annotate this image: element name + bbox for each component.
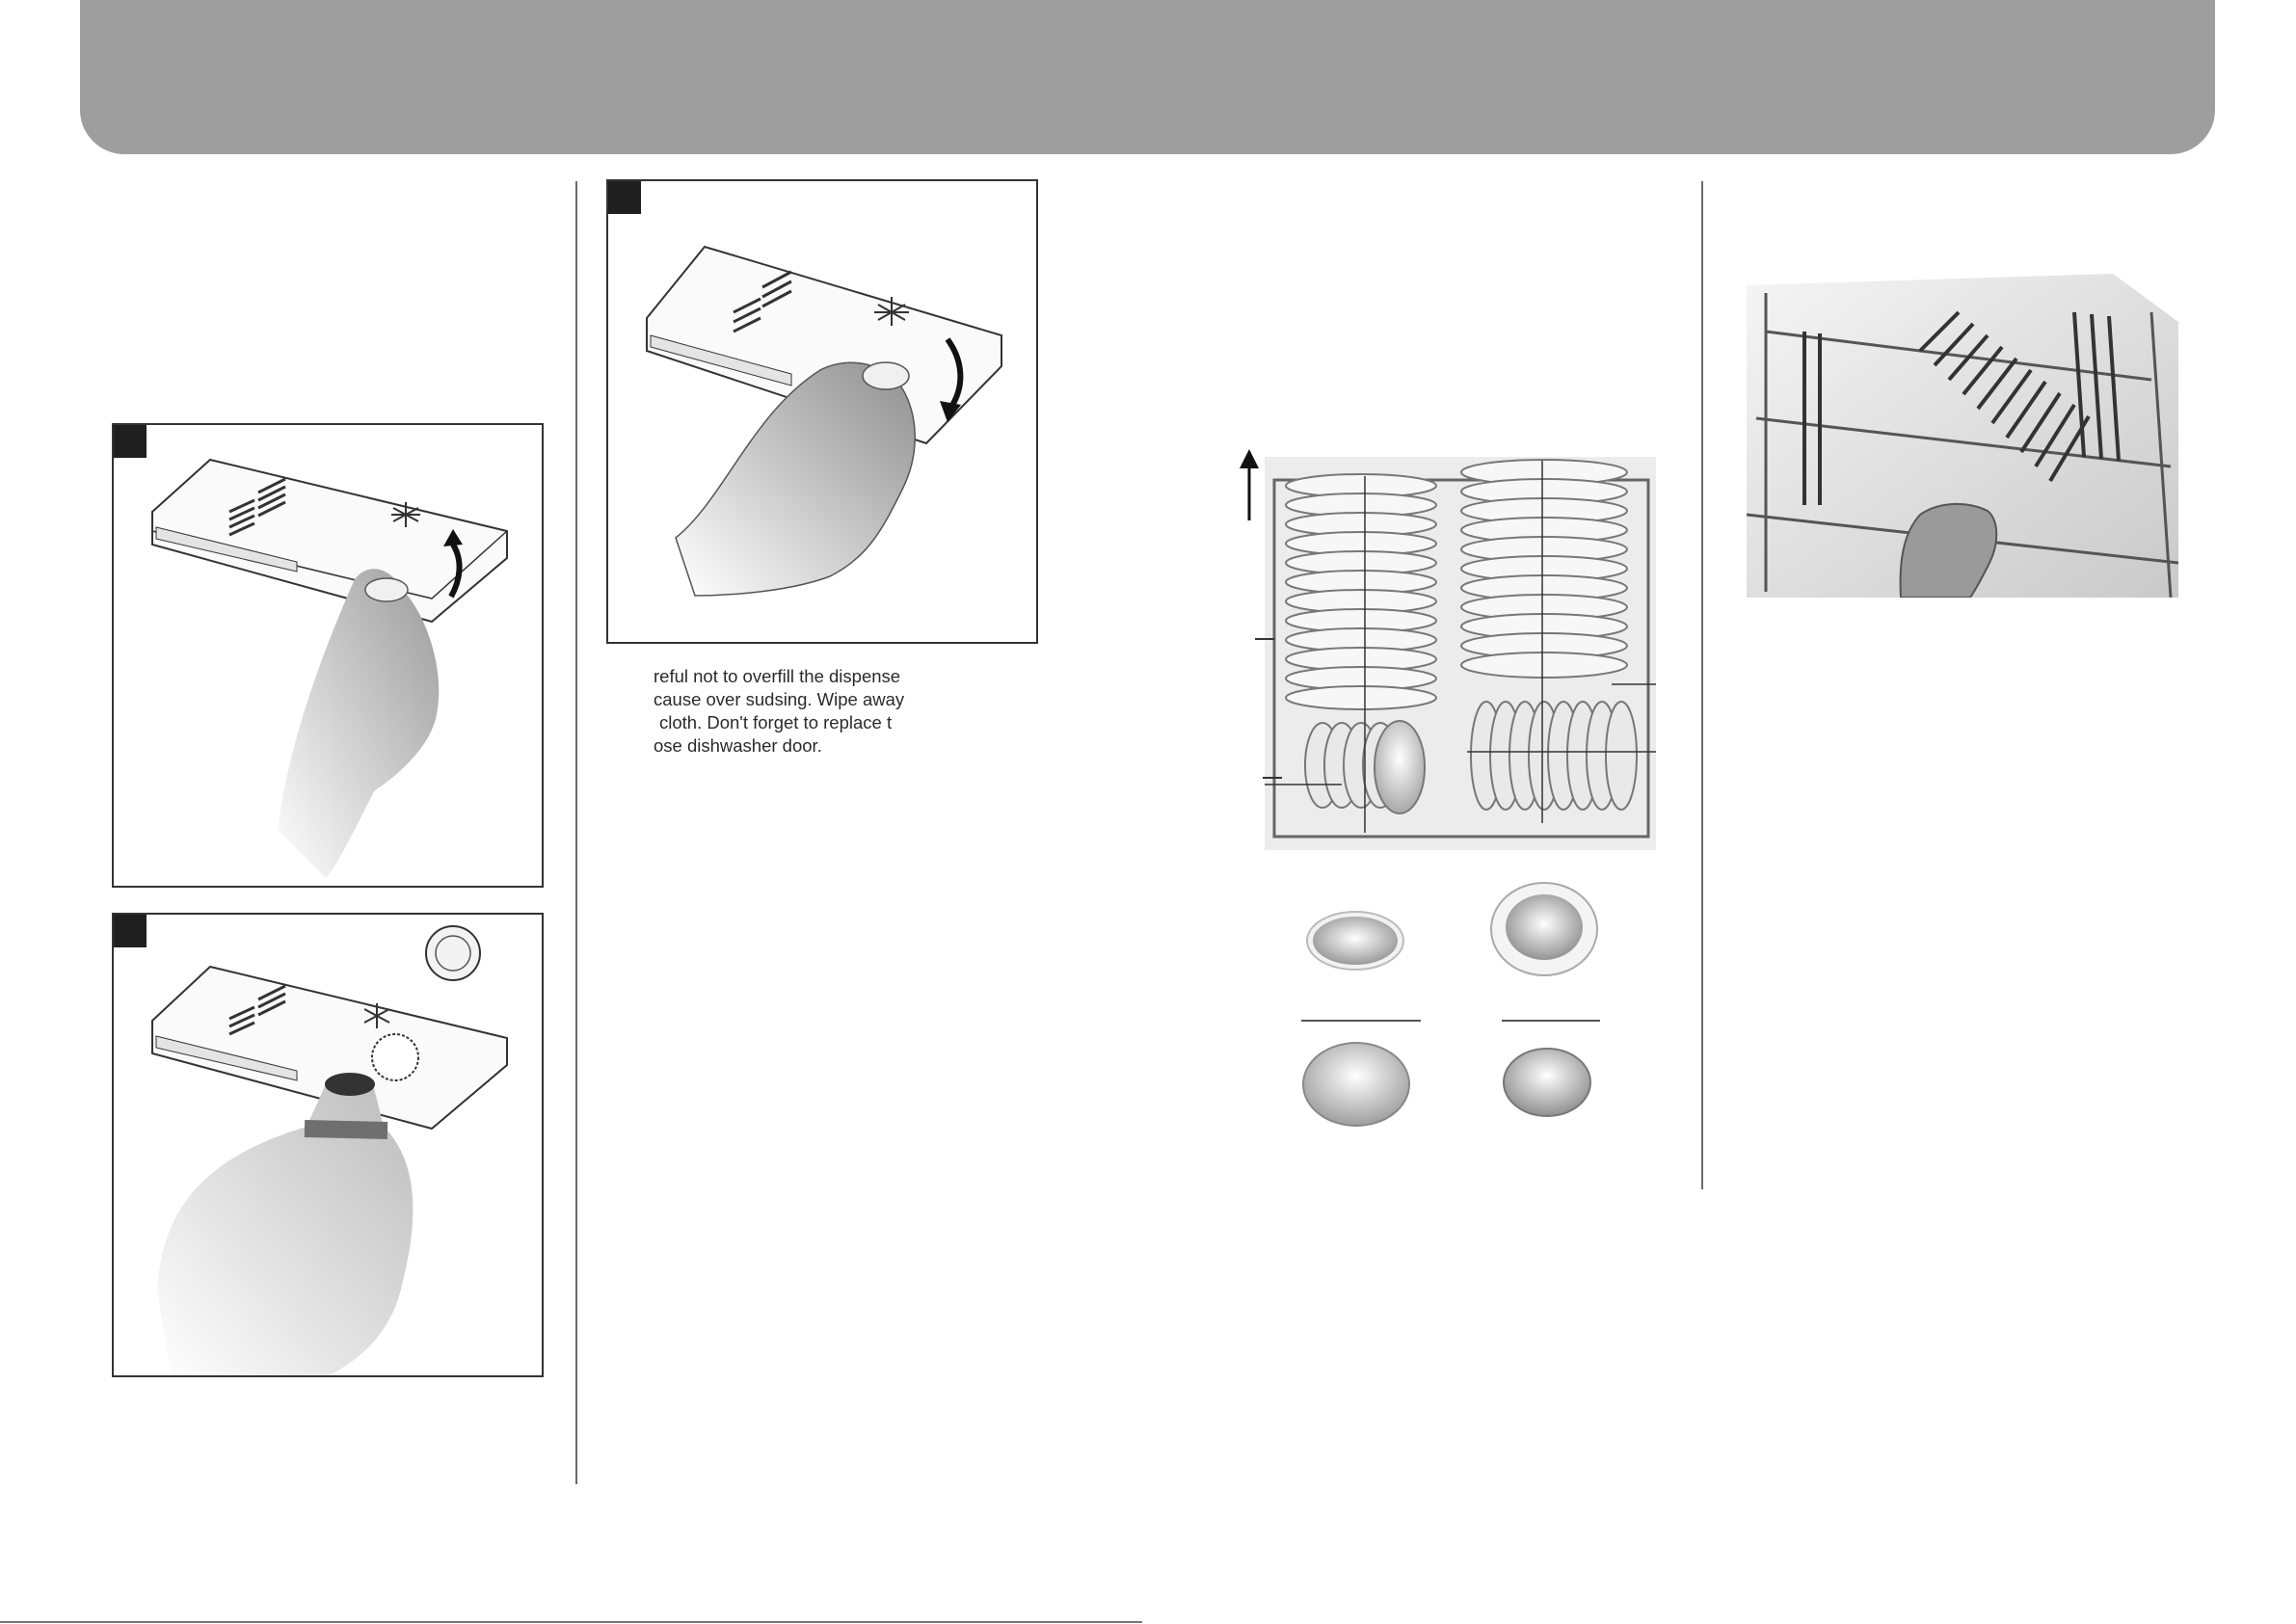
- leader-line-left-upper: [1255, 638, 1274, 640]
- dispenser-close-illustration: [608, 181, 1038, 644]
- plate-icon-round-large: [1301, 1041, 1411, 1128]
- figure-dispenser-fill: [112, 913, 544, 1377]
- plate-icon-deep: [1488, 879, 1600, 979]
- figure-dispenser-close: [606, 179, 1038, 644]
- photo-upper-rack: [1747, 274, 2178, 598]
- plate-divider-right: [1502, 1020, 1600, 1022]
- caption-line-3: cloth. Don't forget to replace t: [659, 712, 893, 732]
- photo-lower-rack: [1265, 457, 1656, 850]
- caption-line-2: cause over sudsing. Wipe away: [654, 689, 905, 709]
- up-arrow-icon: [1238, 447, 1261, 524]
- column-divider-left: [575, 181, 577, 1484]
- column-divider-right: [1701, 181, 1703, 1189]
- plate-icon-round-small: [1502, 1047, 1592, 1118]
- plate-divider-left: [1301, 1020, 1421, 1022]
- leader-line-left-lower: [1263, 777, 1282, 779]
- plate-icon-oval: [1303, 906, 1407, 975]
- caption-line-1: reful not to overfill the dispense: [654, 666, 901, 686]
- dispenser-fill-illustration: [114, 915, 544, 1377]
- dispenser-caption: [654, 665, 933, 758]
- caption-line-4: ose dishwasher door.: [654, 735, 822, 756]
- footer-rule: [0, 1621, 1142, 1623]
- dispenser-open-illustration: [114, 425, 544, 888]
- figure-dispenser-open: [112, 423, 544, 888]
- header-band: [80, 0, 2215, 154]
